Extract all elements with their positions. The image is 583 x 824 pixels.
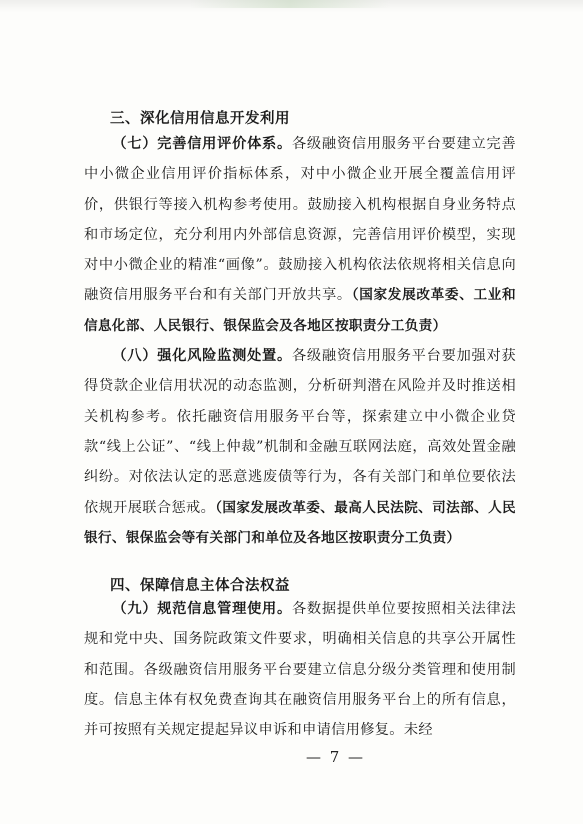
paragraph-9-body: 各数据提供单位要按照相关法律法规和党中央、国务院政策文件要求，明确相关信息的共享公开属性和范围。各级融资信用服务平台要建立信息分级分类管理和使用制度。信息主体有权免费查询其在融资信用服务平台上的所有信息，并可按照有关规定提起异议申诉和申请信用修复。未经: [84, 601, 516, 739]
paragraph-7-responsible: （国家发展改革委、工业和信息化部、人民银行、银保监会及各地区按职责分工负责）: [84, 287, 516, 334]
paragraph-8-responsible: （国家发展改革委、最高人民法院、司法部、人民银行、银保监会等有关部门和单位及各地区按职责分工负责）: [84, 499, 516, 546]
paragraph-7: [84, 129, 516, 341]
paragraph-7-lead: （七）完善信用评价体系。: [112, 136, 292, 152]
paragraph-8-body: 各级融资信用服务平台要加强对获得贷款企业信用状况的动态监测，分析研判潜在风险并及时推送相关机构参考。依托融资信用服务平台等，探索建立中小微企业贷款“线上公证”、“线上仲裁”机制和金融互联网法庭，高效处置金融纠纷。对依法认定的恶意逃废债等行为，各有关部门和单位要依法依规开展联合惩戒。: [84, 348, 516, 516]
paragraph-7-body: 各级融资信用服务平台要建立完善中小微企业信用评价指标体系，对中小微企业开展全覆盖信用评价，供银行等接入机构参考使用。鼓励接入机构根据自身业务特点和市场定位，充分利用内外部信息资源，完善信用评价模型，实现对中小微企业的精准“画像”。鼓励接入机构依法依规将相关信息向融资信用服务平台和有关部门开放共享。: [84, 136, 516, 304]
paragraph-8-lead: （八）强化风险监测处置。: [112, 348, 292, 365]
page-number: — 7 —: [305, 748, 366, 766]
paragraph-9-lead: （九）规范信息管理使用。: [112, 601, 292, 617]
paragraph-9: [84, 594, 516, 745]
section-heading-4: 四、保障信息主体合法权益: [110, 578, 290, 594]
paragraph-8: [84, 341, 516, 553]
section-3-body: [84, 129, 516, 553]
section-4-body: [84, 594, 516, 745]
scan-bleed-mark: [190, 0, 390, 8]
section-heading-3: 三、深化信用信息开发利用: [110, 111, 290, 127]
